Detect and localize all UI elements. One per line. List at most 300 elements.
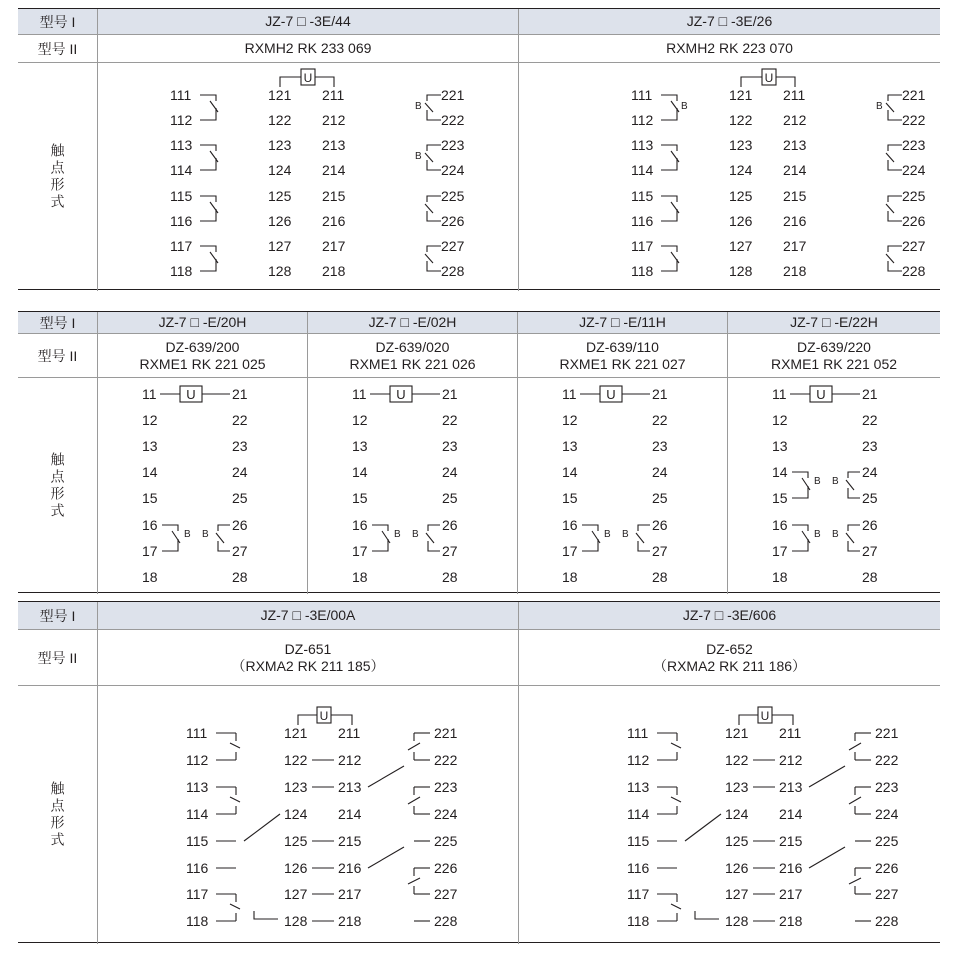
terminal-label: 215	[322, 188, 346, 204]
contact-wire	[638, 525, 650, 531]
terminal-label: 118	[631, 263, 654, 279]
terminal-label: 117	[631, 238, 654, 254]
terminal-label: 26	[862, 517, 878, 533]
blade-label: B	[622, 529, 629, 540]
model1-cell-2: JZ-7 □ -3E/26	[519, 9, 940, 34]
terminal-label: 226	[902, 213, 926, 229]
blade-label: B	[202, 529, 209, 540]
contact-blade	[809, 847, 845, 868]
terminal-label: 228	[875, 913, 899, 929]
terminal-label: 218	[783, 263, 807, 279]
terminal-label: 123	[725, 779, 749, 795]
terminal-label: 17	[142, 543, 158, 559]
terminal-label: 112	[627, 752, 650, 768]
terminal-label: 13	[352, 438, 368, 454]
terminal-label: 28	[862, 569, 878, 585]
contact-wire	[200, 95, 216, 101]
terminal-label: 124	[729, 162, 753, 178]
terminal-label: 227	[434, 886, 458, 902]
terminal-label: 25	[232, 490, 248, 506]
contact-wire	[695, 911, 719, 919]
terminal-label: 15	[352, 490, 368, 506]
contact-wire	[888, 261, 902, 271]
model1-row	[18, 312, 940, 334]
contact-blade	[425, 254, 433, 263]
model1-label: 型号 I	[18, 312, 98, 333]
model2-label: 型号 II	[18, 334, 98, 377]
contact-wire	[888, 95, 902, 101]
terminal-label: 26	[232, 517, 248, 533]
terminal-label: 24	[232, 464, 248, 480]
terminal-label: 24	[652, 464, 668, 480]
terminal-label: 113	[170, 137, 193, 153]
contact-diagram-svg	[98, 686, 519, 944]
terminal-label: 213	[338, 779, 362, 795]
terminal-label: 214	[783, 162, 807, 178]
contact-wire	[661, 246, 677, 252]
terminal-label: 117	[627, 886, 650, 902]
coil-label: U	[319, 709, 329, 723]
relay-table-3	[18, 601, 940, 943]
terminal-label: 117	[170, 238, 193, 254]
terminal-label: 21	[442, 386, 458, 402]
terminal-label: 214	[322, 162, 346, 178]
blade-label: B	[604, 529, 611, 540]
contact-wire	[848, 525, 860, 531]
model1-label: 型号 I	[18, 602, 98, 629]
terminal-label: 18	[772, 569, 788, 585]
contact-wire	[427, 160, 441, 170]
model1-cell-2: JZ-7 □ -3E/606	[519, 602, 940, 629]
terminal-label: 17	[772, 543, 788, 559]
model2-cell-1: DZ-639/200 RXME1 RK 221 025	[98, 334, 308, 377]
contact-form-label: 触点形式	[18, 378, 98, 594]
contact-wire	[792, 486, 808, 498]
terminal-label: 227	[875, 886, 899, 902]
terminal-label: 225	[441, 188, 465, 204]
terminal-label: 111	[631, 87, 653, 103]
contact-wire	[200, 158, 216, 170]
terminal-label: 27	[442, 543, 458, 559]
contact-wire	[200, 196, 216, 202]
contact-wire	[162, 525, 178, 531]
contact-wire	[427, 196, 441, 202]
terminal-label: 123	[268, 137, 292, 153]
terminal-label: 27	[232, 543, 248, 559]
blade-label: B	[412, 529, 419, 540]
model2-cell-2: RXMH2 RK 223 070	[666, 40, 793, 56]
terminal-label: 118	[186, 913, 209, 929]
model1-cell-2: JZ-7 □ -E/02H	[308, 312, 518, 333]
contact-blade	[408, 878, 420, 884]
contact-diagram-svg	[98, 63, 519, 291]
terminal-label: 15	[142, 490, 158, 506]
contact-diagram-1	[98, 63, 519, 291]
contact-wire	[792, 539, 808, 551]
blade-label: B	[394, 529, 401, 540]
contact-blade	[172, 531, 180, 543]
terminal-label: 22	[862, 412, 878, 428]
terminal-label: 24	[442, 464, 458, 480]
terminal-label: 23	[862, 438, 878, 454]
contact-wire	[661, 259, 677, 271]
coil-label: U	[606, 387, 616, 402]
terminal-label: 222	[875, 752, 899, 768]
contact-wire	[888, 110, 902, 120]
model2-cell-1: DZ-651 （RXMA2 RK 211 185）	[98, 630, 519, 685]
terminal-label: 113	[186, 779, 209, 795]
contact-blade	[592, 531, 600, 543]
model1-cell-3: JZ-7 □ -E/11H	[518, 312, 728, 333]
contact-diagram-svg	[308, 378, 518, 594]
terminal-label: 12	[352, 412, 368, 428]
terminal-label: 11	[562, 386, 577, 402]
coil-label: U	[303, 71, 313, 85]
contact-diagram-3	[518, 378, 728, 594]
terminal-label: 224	[441, 162, 465, 178]
terminal-label: 127	[268, 238, 292, 254]
terminal-label: 215	[783, 188, 807, 204]
terminal-label: 18	[142, 569, 158, 585]
contact-blade	[408, 743, 420, 750]
blade-label: B	[876, 101, 883, 112]
contact-blade	[671, 151, 679, 162]
terminal-label: 15	[772, 490, 788, 506]
model1-cell-4: JZ-7 □ -E/22H	[728, 312, 940, 333]
contact-blade	[425, 103, 433, 112]
contact-diagram-2	[519, 686, 940, 944]
terminal-label: 213	[322, 137, 346, 153]
model1-row	[18, 9, 940, 35]
terminal-label: 214	[338, 806, 362, 822]
terminal-label: 113	[627, 779, 650, 795]
terminal-label: 218	[338, 913, 362, 929]
terminal-label: 124	[725, 806, 749, 822]
terminal-label: 113	[631, 137, 654, 153]
contact-blade	[426, 533, 434, 543]
terminal-label: 21	[232, 386, 248, 402]
terminal-label: 221	[902, 87, 926, 103]
contact-wire	[427, 246, 441, 252]
terminal-label: 217	[322, 238, 346, 254]
model2-cell-3: DZ-639/110 RXME1 RK 221 027	[518, 334, 728, 377]
terminal-label: 125	[284, 833, 308, 849]
terminal-label: 115	[170, 188, 193, 204]
contact-wire	[888, 196, 902, 202]
contact-wire	[372, 539, 388, 551]
terminal-label: 128	[725, 913, 749, 929]
terminal-label: 14	[562, 464, 578, 480]
contact-blade	[408, 797, 420, 804]
contact-wire	[200, 108, 216, 120]
terminal-label: 116	[627, 860, 650, 876]
terminal-label: 217	[338, 886, 362, 902]
terminal-label: 116	[170, 213, 193, 229]
contact-form-row	[18, 686, 940, 944]
coil-label: U	[760, 709, 770, 723]
contact-diagram-svg	[519, 63, 940, 291]
contact-blade	[886, 103, 894, 112]
model2-cell-2: DZ-639/020 RXME1 RK 221 026	[308, 334, 518, 377]
blade-label: B	[415, 151, 422, 162]
terminal-label: 126	[268, 213, 292, 229]
terminal-label: 111	[627, 725, 649, 741]
terminal-label: 216	[783, 213, 807, 229]
terminal-label: 222	[434, 752, 458, 768]
terminal-label: 128	[284, 913, 308, 929]
contact-blade	[849, 797, 861, 804]
terminal-label: 14	[352, 464, 368, 480]
contact-wire	[427, 110, 441, 120]
terminal-label: 11	[142, 386, 157, 402]
terminal-label: 226	[434, 860, 458, 876]
terminal-label: 121	[268, 87, 292, 103]
relay-table-1	[18, 8, 940, 290]
terminal-label: 116	[186, 860, 209, 876]
contact-blade	[230, 797, 240, 802]
terminal-label: 115	[631, 188, 654, 204]
terminal-label: 216	[779, 860, 803, 876]
contact-blade	[671, 743, 681, 748]
terminal-label: 124	[268, 162, 292, 178]
model2-label: 型号 II	[18, 630, 98, 685]
contact-blade	[425, 204, 433, 213]
contact-wire	[661, 196, 677, 202]
terminal-label: 212	[779, 752, 803, 768]
model2-row	[18, 35, 940, 63]
terminal-label: 127	[725, 886, 749, 902]
terminal-label: 125	[725, 833, 749, 849]
terminal-label: 214	[779, 806, 803, 822]
contact-blade	[886, 254, 894, 263]
terminal-label: 12	[562, 412, 578, 428]
contact-blade	[230, 743, 240, 748]
contact-wire	[661, 209, 677, 221]
model2-cell-4: DZ-639/220 RXME1 RK 221 052	[770, 338, 898, 372]
terminal-label: 128	[729, 263, 753, 279]
model1-cell-1: JZ-7 □ -3E/00A	[98, 602, 519, 629]
terminal-label: 222	[441, 112, 465, 128]
model1-cell-1: JZ-7 □ -3E/44	[98, 9, 519, 34]
terminal-label: 211	[783, 87, 806, 103]
blade-label: B	[814, 529, 821, 540]
terminal-label: 125	[268, 188, 292, 204]
terminal-label: 14	[142, 464, 158, 480]
contact-blade	[636, 533, 644, 543]
contact-diagram-4	[728, 378, 940, 594]
terminal-label: 22	[442, 412, 458, 428]
terminal-label: 126	[284, 860, 308, 876]
contact-blade	[382, 531, 390, 543]
terminal-label: 16	[772, 517, 788, 533]
terminal-label: 117	[186, 886, 209, 902]
terminal-label: 12	[772, 412, 788, 428]
blade-label: B	[184, 529, 191, 540]
terminal-label: 221	[441, 87, 465, 103]
terminal-label: 112	[170, 112, 193, 128]
terminal-label: 13	[562, 438, 578, 454]
model2-row	[18, 630, 940, 686]
terminal-label: 16	[562, 517, 578, 533]
terminal-label: 212	[338, 752, 362, 768]
model2-label: 型号 II	[18, 35, 98, 62]
contact-blade	[210, 101, 218, 112]
contact-blade	[809, 766, 845, 787]
contact-wire	[218, 525, 230, 531]
terminal-label: 21	[652, 386, 668, 402]
contact-wire	[200, 145, 216, 151]
terminal-label: 121	[284, 725, 308, 741]
terminal-label: 128	[268, 263, 292, 279]
contact-blade	[802, 531, 810, 543]
terminal-label: 126	[725, 860, 749, 876]
contact-wire	[848, 472, 860, 478]
blade-label: B	[832, 476, 839, 487]
terminal-label: 25	[652, 490, 668, 506]
contact-wire	[200, 246, 216, 252]
contact-wire	[582, 525, 598, 531]
terminal-label: 122	[725, 752, 749, 768]
contact-blade	[846, 480, 854, 490]
terminal-label: 111	[186, 725, 208, 741]
terminal-label: 115	[627, 833, 650, 849]
terminal-label: 114	[631, 162, 654, 178]
terminal-label: 223	[434, 779, 458, 795]
terminal-label: 27	[652, 543, 668, 559]
terminal-label: 127	[729, 238, 753, 254]
contact-wire	[428, 525, 440, 531]
contact-form-label: 触点形式	[18, 686, 98, 944]
contact-wire	[661, 158, 677, 170]
contact-wire	[661, 145, 677, 151]
terminal-label: 17	[562, 543, 578, 559]
model1-row	[18, 602, 940, 630]
contact-diagram-svg	[98, 378, 308, 594]
contact-diagram-2	[519, 63, 940, 291]
contact-blade	[368, 766, 404, 787]
terminal-label: 212	[783, 112, 807, 128]
terminal-label: 228	[902, 263, 926, 279]
terminal-label: 122	[284, 752, 308, 768]
blade-label: B	[832, 529, 839, 540]
terminal-label: 124	[284, 806, 308, 822]
contact-blade	[210, 202, 218, 213]
contact-blade	[210, 252, 218, 263]
model2-cell-1: RXMH2 RK 233 069	[98, 35, 519, 62]
blade-label: B	[681, 101, 688, 112]
contact-blade	[886, 153, 894, 162]
coil-label: U	[816, 387, 826, 402]
contact-blade	[886, 204, 894, 213]
terminal-label: 28	[232, 569, 248, 585]
terminal-label: 115	[186, 833, 209, 849]
terminal-label: 122	[729, 112, 753, 128]
contact-wire	[254, 911, 278, 919]
coil-label: U	[396, 387, 406, 402]
terminal-label: 123	[284, 779, 308, 795]
contact-blade	[685, 814, 721, 841]
terminal-label: 28	[652, 569, 668, 585]
contact-wire	[372, 525, 388, 531]
terminal-label: 23	[442, 438, 458, 454]
blade-label: B	[814, 476, 821, 487]
contact-blade	[671, 252, 679, 263]
contact-diagram-svg	[728, 378, 940, 594]
contact-form-row	[18, 378, 940, 594]
terminal-label: 223	[875, 779, 899, 795]
contact-blade	[802, 478, 810, 490]
terminal-label: 217	[779, 886, 803, 902]
terminal-label: 13	[772, 438, 788, 454]
contact-blade	[849, 878, 861, 884]
contact-wire	[427, 211, 441, 221]
terminal-label: 226	[875, 860, 899, 876]
terminal-label: 122	[268, 112, 292, 128]
terminal-label: 18	[352, 569, 368, 585]
coil-label: U	[186, 387, 196, 402]
coil-label: U	[764, 71, 774, 85]
contact-blade	[216, 533, 224, 543]
terminal-label: 25	[442, 490, 458, 506]
terminal-label: 18	[562, 569, 578, 585]
contact-blade	[230, 904, 240, 909]
terminal-label: 111	[170, 87, 192, 103]
contact-wire	[427, 95, 441, 101]
contact-wire	[427, 145, 441, 151]
terminal-label: 221	[875, 725, 899, 741]
contact-diagram-svg	[519, 686, 940, 944]
contact-form-row	[18, 63, 940, 291]
terminal-label: 222	[902, 112, 926, 128]
terminal-label: 224	[875, 806, 899, 822]
terminal-label: 26	[442, 517, 458, 533]
contact-wire	[792, 472, 808, 478]
contact-diagram-1	[98, 378, 308, 594]
terminal-label: 215	[779, 833, 803, 849]
contact-form-label: 触点形式	[18, 63, 98, 291]
model1-label: 型号 I	[18, 9, 98, 34]
terminal-label: 212	[322, 112, 346, 128]
contact-wire	[888, 246, 902, 252]
terminal-label: 224	[902, 162, 926, 178]
terminal-label: 227	[441, 238, 465, 254]
terminal-label: 216	[338, 860, 362, 876]
contact-wire	[200, 209, 216, 221]
contact-blade	[671, 202, 679, 213]
terminal-label: 11	[772, 386, 787, 402]
contact-wire	[661, 108, 677, 120]
blade-label: B	[415, 101, 422, 112]
contact-blade	[671, 904, 681, 909]
terminal-label: 211	[779, 725, 802, 741]
contact-blade	[368, 847, 404, 868]
terminal-label: 22	[232, 412, 248, 428]
terminal-label: 216	[322, 213, 346, 229]
terminal-label: 114	[170, 162, 193, 178]
terminal-label: 224	[434, 806, 458, 822]
terminal-label: 13	[142, 438, 158, 454]
terminal-label: 225	[434, 833, 458, 849]
contact-wire	[582, 539, 598, 551]
relay-table-2	[18, 311, 940, 593]
terminal-label: 116	[631, 213, 654, 229]
terminal-label: 22	[652, 412, 668, 428]
terminal-label: 211	[338, 725, 361, 741]
terminal-label: 25	[862, 490, 878, 506]
terminal-label: 16	[352, 517, 368, 533]
contact-wire	[792, 525, 808, 531]
terminal-label: 228	[434, 913, 458, 929]
